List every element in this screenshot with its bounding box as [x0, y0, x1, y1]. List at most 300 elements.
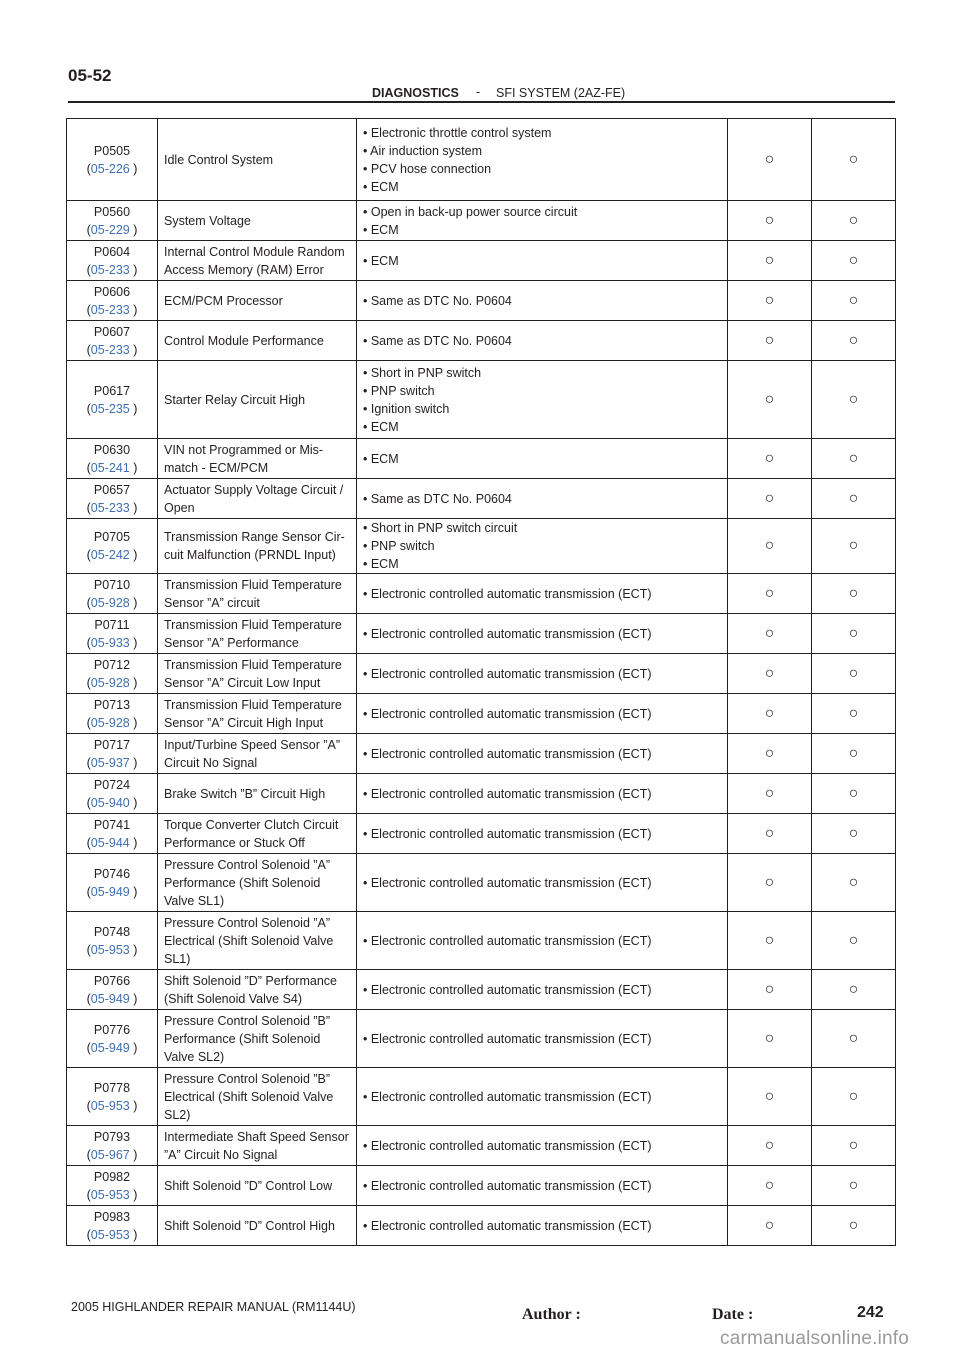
- dtc-table: [66, 118, 896, 1246]
- circle-mark-icon: ○: [764, 1087, 775, 1105]
- mil-indicator-cell: [728, 1166, 812, 1206]
- detection-item-cell: [158, 814, 357, 854]
- dtc-reference: (05-242 ): [86, 548, 138, 562]
- page-reference-link[interactable]: 05-233: [90, 262, 130, 277]
- detection-item-cell: [158, 1206, 357, 1246]
- page-reference-link[interactable]: 05-928: [90, 595, 130, 610]
- memory-indicator-cell: [812, 281, 896, 321]
- trouble-area-cell: [357, 439, 728, 479]
- detection-item-line: Electrical (Shift Solenoid Valve: [164, 933, 334, 948]
- detection-item-cell: [158, 970, 357, 1010]
- detection-item-line: Circuit No Signal: [164, 755, 258, 770]
- detection-item-line: Input/Turbine Speed Sensor ”A”: [164, 737, 341, 752]
- circle-mark-icon: ○: [764, 704, 775, 722]
- trouble-area-cell: [357, 854, 728, 912]
- footer-author-label: Author :: [522, 1306, 581, 1323]
- mil-indicator-cell: [728, 1068, 812, 1126]
- circle-mark-icon: ○: [764, 1216, 775, 1234]
- detection-item-line: Transmission Range Sensor Cir-: [164, 530, 345, 544]
- dtc-code-cell: [67, 814, 158, 854]
- dtc-code-cell: [67, 1166, 158, 1206]
- dtc-code-cell: [67, 1068, 158, 1126]
- header-rule: [68, 101, 895, 103]
- detection-item-cell: [158, 439, 357, 479]
- detection-item-line: Brake Switch ”B” Circuit High: [164, 786, 326, 801]
- circle-mark-icon: ○: [848, 980, 859, 998]
- dtc-reference: (05-949 ): [86, 1040, 138, 1055]
- dtc-code: P0711: [94, 617, 130, 632]
- trouble-area-item: • Electronic controlled automatic transmission (ECT): [363, 933, 652, 948]
- dtc-code-cell: [67, 321, 158, 361]
- detection-item-line: Pressure Control Solenoid ”B”: [164, 1013, 331, 1028]
- detection-item-cell: [158, 734, 357, 774]
- memory-indicator-cell: [812, 734, 896, 774]
- circle-mark-icon: ○: [848, 824, 859, 842]
- footer-manual-title: 2005 HIGHLANDER REPAIR MANUAL (RM1144U): [71, 1300, 356, 1314]
- detection-item-line: SL1): [164, 951, 191, 966]
- mil-indicator-cell: [728, 814, 812, 854]
- trouble-area-cell: [357, 774, 728, 814]
- detection-item-line: (Shift Solenoid Valve S4): [164, 991, 303, 1006]
- detection-item-line: Access Memory (RAM) Error: [164, 262, 324, 277]
- detection-item-cell: [158, 119, 357, 201]
- table-row: [67, 854, 896, 912]
- footer-page-number: 242: [857, 1304, 884, 1321]
- page-reference-link[interactable]: 05-242: [90, 548, 130, 562]
- mil-indicator-cell: [728, 774, 812, 814]
- dtc-reference: (05-928 ): [86, 715, 138, 730]
- circle-mark-icon: ○: [764, 211, 775, 229]
- circle-mark-icon: ○: [764, 150, 775, 168]
- detection-item-cell: [158, 241, 357, 281]
- trouble-area-cell: [357, 1206, 728, 1246]
- trouble-area-cell: [357, 574, 728, 614]
- trouble-area-item: • Electronic controlled automatic transmission (ECT): [363, 1031, 652, 1046]
- detection-item-line: cuit Malfunction (PRNDL Input): [164, 548, 336, 562]
- circle-mark-icon: ○: [848, 537, 859, 554]
- dtc-reference: (05-937 ): [86, 755, 138, 770]
- detection-item-cell: [158, 614, 357, 654]
- circle-mark-icon: ○: [764, 1029, 775, 1047]
- trouble-area-item: • Short in PNP switch circuit: [363, 521, 518, 535]
- header-subtitle: SFI SYSTEM (2AZ-FE): [496, 86, 626, 100]
- page-reference-link[interactable]: 05-937: [90, 755, 130, 770]
- page-reference-link[interactable]: 05-940: [90, 795, 130, 810]
- detection-item-line: ”A” Circuit No Signal: [164, 1147, 278, 1162]
- circle-mark-icon: ○: [764, 449, 775, 467]
- detection-item-cell: [158, 1126, 357, 1166]
- table-row: [67, 1068, 896, 1126]
- page-reference-link[interactable]: 05-233: [90, 342, 130, 357]
- detection-item-line: Shift Solenoid ”D” Performance: [164, 973, 337, 988]
- memory-indicator-cell: [812, 519, 896, 574]
- trouble-area-cell: [357, 654, 728, 694]
- mil-indicator-cell: [728, 574, 812, 614]
- circle-mark-icon: ○: [848, 211, 859, 229]
- detection-item-line: Internal Control Module Random: [164, 244, 345, 259]
- page-reference-link[interactable]: 05-233: [90, 302, 130, 317]
- circle-mark-icon: ○: [764, 1176, 775, 1194]
- trouble-area-item: • PCV hose connection: [363, 161, 492, 176]
- page-reference-link[interactable]: 05-949: [90, 884, 130, 899]
- dtc-code: P0766: [93, 973, 131, 988]
- dtc-code-cell: [67, 241, 158, 281]
- dtc-table-body: [67, 119, 896, 1246]
- dtc-code: P0705: [93, 530, 131, 544]
- trouble-area-cell: [357, 814, 728, 854]
- mil-indicator-cell: [728, 281, 812, 321]
- detection-item-line: Transmission Fluid Temperature: [164, 697, 342, 712]
- table-row: [67, 654, 896, 694]
- detection-item-line: Valve SL2): [164, 1049, 225, 1064]
- detection-item-line: SL2): [164, 1107, 191, 1122]
- trouble-area-item: • Air induction system: [363, 143, 483, 158]
- dtc-code: P0776: [93, 1022, 131, 1037]
- trouble-area-item: • ECM: [363, 253, 399, 268]
- table-row: [67, 734, 896, 774]
- detection-item-line: Starter Relay Circuit High: [164, 392, 306, 407]
- page-reference-link[interactable]: 05-949: [90, 991, 130, 1006]
- dtc-code-cell: [67, 912, 158, 970]
- dtc-code: P0560: [93, 204, 131, 219]
- memory-indicator-cell: [812, 614, 896, 654]
- page-reference-link[interactable]: 05-967: [90, 1147, 130, 1162]
- table-row: [67, 119, 896, 201]
- detection-item-line: Intermediate Shaft Speed Sensor: [164, 1129, 349, 1144]
- circle-mark-icon: ○: [764, 980, 775, 998]
- table-row: [67, 1206, 896, 1246]
- dtc-code-cell: [67, 1206, 158, 1246]
- dtc-reference: (05-967 ): [86, 1147, 138, 1162]
- detection-item-line: Torque Converter Clutch Circuit: [164, 817, 339, 832]
- page-reference-link[interactable]: 05-241: [90, 460, 130, 475]
- page-reference-link[interactable]: 05-235: [90, 401, 130, 416]
- trouble-area-cell: [357, 1010, 728, 1068]
- detection-item-cell: [158, 1068, 357, 1126]
- dtc-code: P0630: [93, 442, 131, 457]
- dtc-code: P0748: [93, 924, 131, 939]
- mil-indicator-cell: [728, 854, 812, 912]
- mil-indicator-cell: [728, 614, 812, 654]
- trouble-area-item: • Electronic controlled automatic transmission (ECT): [363, 1089, 652, 1104]
- page-reference-link[interactable]: 05-953: [90, 1227, 130, 1242]
- memory-indicator-cell: [812, 694, 896, 734]
- trouble-area-item: • ECM: [363, 451, 399, 466]
- dtc-code-cell: [67, 694, 158, 734]
- dtc-reference: (05-233 ): [86, 302, 138, 317]
- trouble-area-cell: [357, 361, 728, 439]
- memory-indicator-cell: [812, 1068, 896, 1126]
- detection-item-line: Valve SL1): [164, 893, 225, 908]
- dtc-code-cell: [67, 439, 158, 479]
- circle-mark-icon: ○: [848, 1176, 859, 1194]
- circle-mark-icon: ○: [848, 624, 859, 642]
- trouble-area-cell: [357, 970, 728, 1010]
- circle-mark-icon: ○: [848, 664, 859, 682]
- detection-item-line: Transmission Fluid Temperature: [164, 577, 342, 592]
- watermark: carmanualsonline.info: [720, 1328, 910, 1349]
- page-number: 05-52: [68, 66, 112, 85]
- dtc-code-cell: [67, 574, 158, 614]
- circle-mark-icon: ○: [764, 251, 775, 269]
- table-row: [67, 912, 896, 970]
- table-row: [67, 241, 896, 281]
- detection-item-cell: [158, 321, 357, 361]
- detection-item-cell: [158, 281, 357, 321]
- page-reference-link[interactable]: 05-229: [90, 222, 130, 237]
- detection-item-cell: [158, 1166, 357, 1206]
- dtc-code: P0606: [93, 284, 131, 299]
- memory-indicator-cell: [812, 1206, 896, 1246]
- trouble-area-cell: [357, 1126, 728, 1166]
- detection-item-cell: [158, 1010, 357, 1068]
- mil-indicator-cell: [728, 1206, 812, 1246]
- trouble-area-cell: [357, 321, 728, 361]
- trouble-area-item: • ECM: [363, 557, 399, 571]
- dtc-reference: (05-229 ): [86, 222, 138, 237]
- trouble-area-item: • Electronic controlled automatic transmission (ECT): [363, 706, 652, 721]
- table-row: [67, 814, 896, 854]
- detection-item-line: Pressure Control Solenoid ”B”: [164, 1071, 331, 1086]
- circle-mark-icon: ○: [848, 584, 859, 602]
- detection-item-line: VIN not Programmed or Mis-: [164, 442, 324, 457]
- dtc-reference: (05-233 ): [86, 342, 138, 357]
- circle-mark-icon: ○: [764, 744, 775, 762]
- dtc-code: P0713: [93, 697, 131, 712]
- circle-mark-icon: ○: [764, 624, 775, 642]
- table-row: [67, 694, 896, 734]
- dtc-code: P0741: [93, 817, 131, 832]
- detection-item-line: Transmission Fluid Temperature: [164, 657, 342, 672]
- trouble-area-cell: [357, 519, 728, 574]
- page-reference-link[interactable]: 05-953: [90, 1187, 130, 1202]
- mil-indicator-cell: [728, 119, 812, 201]
- dtc-code-cell: [67, 201, 158, 241]
- dtc-code-cell: [67, 1126, 158, 1166]
- table-row: [67, 281, 896, 321]
- dtc-reference: (05-233 ): [86, 500, 138, 515]
- table-row: [67, 201, 896, 241]
- memory-indicator-cell: [812, 854, 896, 912]
- dtc-reference: (05-233 ): [86, 262, 138, 277]
- page-reference-link[interactable]: 05-226: [90, 161, 130, 176]
- mil-indicator-cell: [728, 321, 812, 361]
- dtc-code-cell: [67, 614, 158, 654]
- dtc-code-cell: [67, 1010, 158, 1068]
- dtc-code-cell: [67, 734, 158, 774]
- trouble-area-item: • Electronic controlled automatic transmission (ECT): [363, 875, 652, 890]
- detection-item-cell: [158, 654, 357, 694]
- dtc-code: P0983: [93, 1209, 131, 1224]
- detection-item-line: Idle Control System: [164, 152, 274, 167]
- dtc-reference: (05-241 ): [86, 460, 138, 475]
- memory-indicator-cell: [812, 1010, 896, 1068]
- circle-mark-icon: ○: [764, 664, 775, 682]
- trouble-area-item: • Electronic throttle control system: [363, 125, 552, 140]
- dtc-reference: (05-933 ): [86, 635, 138, 650]
- page-reference-link[interactable]: 05-953: [90, 942, 130, 957]
- mil-indicator-cell: [728, 654, 812, 694]
- mil-indicator-cell: [728, 694, 812, 734]
- trouble-area-cell: [357, 1068, 728, 1126]
- dtc-code-cell: [67, 119, 158, 201]
- dtc-code: P0746: [93, 866, 131, 881]
- dtc-code-cell: [67, 361, 158, 439]
- circle-mark-icon: ○: [848, 390, 859, 408]
- table-row: [67, 479, 896, 519]
- dtc-reference: (05-949 ): [86, 884, 138, 899]
- dtc-reference: (05-928 ): [86, 595, 138, 610]
- circle-mark-icon: ○: [848, 873, 859, 891]
- trouble-area-item: • Electronic controlled automatic transmission (ECT): [363, 746, 652, 761]
- dtc-reference: (05-226 ): [86, 161, 138, 176]
- detection-item-cell: [158, 479, 357, 519]
- page-reference-link[interactable]: 05-953: [90, 1098, 130, 1113]
- circle-mark-icon: ○: [848, 1087, 859, 1105]
- memory-indicator-cell: [812, 201, 896, 241]
- page-reference-link[interactable]: 05-928: [90, 675, 130, 690]
- memory-indicator-cell: [812, 1166, 896, 1206]
- circle-mark-icon: ○: [764, 1136, 775, 1154]
- detection-item-cell: [158, 574, 357, 614]
- circle-mark-icon: ○: [764, 824, 775, 842]
- detection-item-line: match - ECM/PCM: [164, 460, 269, 475]
- trouble-area-item: • Short in PNP switch: [363, 365, 482, 380]
- circle-mark-icon: ○: [848, 1029, 859, 1047]
- detection-item-line: Sensor ”A” Circuit Low Input: [164, 675, 321, 690]
- trouble-area-item: • Same as DTC No. P0604: [363, 293, 512, 308]
- detection-item-line: Performance (Shift Solenoid: [164, 1031, 321, 1046]
- trouble-area-item: • Electronic controlled automatic transmission (ECT): [363, 626, 652, 641]
- table-row: [67, 614, 896, 654]
- detection-item-line: Electrical (Shift Solenoid Valve: [164, 1089, 334, 1104]
- page-reference-link[interactable]: 05-233: [90, 500, 130, 515]
- mil-indicator-cell: [728, 1010, 812, 1068]
- detection-item-line: Pressure Control Solenoid ”A”: [164, 857, 331, 872]
- trouble-area-cell: [357, 281, 728, 321]
- detection-item-cell: [158, 519, 357, 574]
- table-row: [67, 1126, 896, 1166]
- trouble-area-item: • Electronic controlled automatic transmission (ECT): [363, 1138, 652, 1153]
- mil-indicator-cell: [728, 1126, 812, 1166]
- trouble-area-item: • ECM: [363, 419, 399, 434]
- detection-item-line: Sensor ”A” Performance: [164, 635, 299, 650]
- memory-indicator-cell: [812, 1126, 896, 1166]
- dtc-reference: (05-953 ): [86, 1227, 138, 1242]
- detection-item-cell: [158, 774, 357, 814]
- table-row: [67, 970, 896, 1010]
- trouble-area-item: • PNP switch: [363, 539, 435, 553]
- mil-indicator-cell: [728, 439, 812, 479]
- circle-mark-icon: ○: [848, 150, 859, 168]
- detection-item-line: ECM/PCM Processor: [164, 293, 283, 308]
- trouble-area-item: • Electronic controlled automatic transmission (ECT): [363, 666, 652, 681]
- mil-indicator-cell: [728, 734, 812, 774]
- detection-item-line: Shift Solenoid ”D” Control Low: [164, 1178, 333, 1193]
- dtc-code: P0617: [93, 383, 131, 398]
- memory-indicator-cell: [812, 774, 896, 814]
- trouble-area-cell: [357, 479, 728, 519]
- page-reference-link[interactable]: 05-949: [90, 1040, 130, 1055]
- dtc-reference: (05-944 ): [86, 835, 138, 850]
- memory-indicator-cell: [812, 321, 896, 361]
- dtc-code-cell: [67, 519, 158, 574]
- circle-mark-icon: ○: [764, 537, 775, 554]
- page-reference-link[interactable]: 05-944: [90, 835, 130, 850]
- dtc-code: P0793: [93, 1129, 131, 1144]
- circle-mark-icon: ○: [848, 489, 859, 507]
- memory-indicator-cell: [812, 241, 896, 281]
- trouble-area-cell: [357, 201, 728, 241]
- table-row: [67, 1010, 896, 1068]
- dtc-reference: (05-949 ): [86, 991, 138, 1006]
- trouble-area-cell: [357, 241, 728, 281]
- trouble-area-item: • Open in back-up power source circuit: [363, 204, 578, 219]
- dtc-code-cell: [67, 479, 158, 519]
- header-dash: -: [476, 85, 481, 99]
- trouble-area-item: • Electronic controlled automatic transmission (ECT): [363, 1178, 652, 1193]
- circle-mark-icon: ○: [764, 390, 775, 408]
- detection-item-cell: [158, 854, 357, 912]
- circle-mark-icon: ○: [764, 784, 775, 802]
- trouble-area-item: • Same as DTC No. P0604: [363, 491, 512, 506]
- trouble-area-item: • Same as DTC No. P0604: [363, 333, 512, 348]
- trouble-area-item: • Electronic controlled automatic transmission (ECT): [363, 1218, 652, 1233]
- dtc-code: P0778: [93, 1080, 131, 1095]
- trouble-area-item: • ECM: [363, 179, 399, 194]
- detection-item-cell: [158, 694, 357, 734]
- table-row: [67, 1166, 896, 1206]
- trouble-area-item: • Electronic controlled automatic transmission (ECT): [363, 586, 652, 601]
- dtc-code: P0982: [93, 1169, 131, 1184]
- table-row: [67, 774, 896, 814]
- table-row: [67, 519, 896, 574]
- memory-indicator-cell: [812, 654, 896, 694]
- detection-item-cell: [158, 912, 357, 970]
- trouble-area-cell: [357, 694, 728, 734]
- mil-indicator-cell: [728, 361, 812, 439]
- header-section: DIAGNOSTICS: [372, 86, 459, 100]
- circle-mark-icon: ○: [764, 331, 775, 349]
- trouble-area-item: • Electronic controlled automatic transmission (ECT): [363, 982, 652, 997]
- detection-item-line: Open: [164, 500, 195, 515]
- page-reference-link[interactable]: 05-928: [90, 715, 130, 730]
- detection-item-cell: [158, 201, 357, 241]
- dtc-code: P0717: [93, 737, 131, 752]
- circle-mark-icon: ○: [764, 584, 775, 602]
- detection-item-line: Sensor ”A” circuit: [164, 595, 260, 610]
- dtc-reference: (05-953 ): [86, 1187, 138, 1202]
- circle-mark-icon: ○: [848, 744, 859, 762]
- memory-indicator-cell: [812, 574, 896, 614]
- mil-indicator-cell: [728, 241, 812, 281]
- trouble-area-item: • ECM: [363, 222, 399, 237]
- dtc-code: P0657: [93, 482, 131, 497]
- dtc-code: P0710: [93, 577, 131, 592]
- trouble-area-item: • Ignition switch: [363, 401, 450, 416]
- page-reference-link[interactable]: 05-933: [90, 635, 130, 650]
- table-row: [67, 574, 896, 614]
- mil-indicator-cell: [728, 970, 812, 1010]
- circle-mark-icon: ○: [764, 489, 775, 507]
- memory-indicator-cell: [812, 970, 896, 1010]
- detection-item-line: Pressure Control Solenoid ”A”: [164, 915, 331, 930]
- circle-mark-icon: ○: [848, 291, 859, 309]
- detection-item-line: Shift Solenoid ”D” Control High: [164, 1218, 335, 1233]
- dtc-code: P0712: [93, 657, 131, 672]
- detection-item-line: Transmission Fluid Temperature: [164, 617, 342, 632]
- circle-mark-icon: ○: [764, 291, 775, 309]
